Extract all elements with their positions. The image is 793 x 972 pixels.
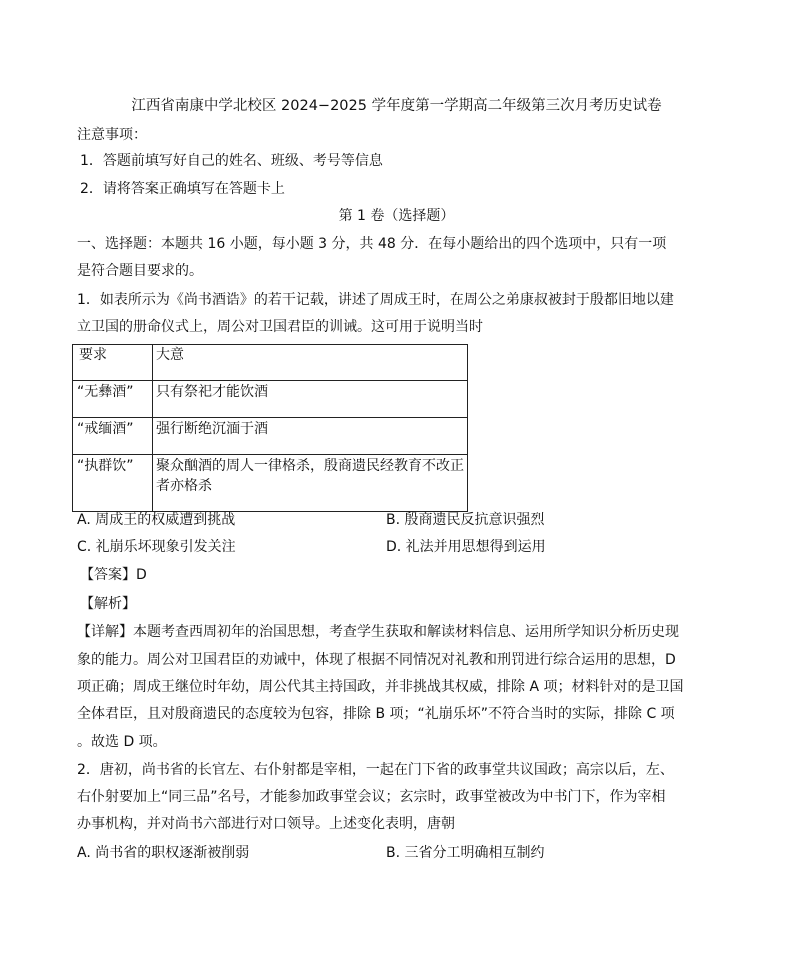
option-b: B. 殷商遗民反抗意识强烈 (386, 512, 545, 528)
table-cell: 聚众酗酒的周人一律格杀，殷商遗民经教育不改正者亦格杀 (153, 455, 468, 512)
analysis-heading: 【解析】 (80, 596, 136, 612)
table-row (73, 418, 468, 455)
analysis-line: 象的能力。周公对卫国君臣的劝诫中，体现了根据不同情况对礼教和刑罚进行综合运用的思想，D (77, 652, 676, 668)
question-1-stem-line: 1．如表所示为《尚书酒诰》的若干记载，讲述了周成王时，在周公之弟康叔被封于殷都旧地以建 (77, 292, 674, 308)
table-cell: “无彝酒” (73, 381, 153, 418)
analysis-line: 全体君臣，且对殷商遗民的态度较为包容，排除 B 项；“礼崩乐坏”不符合当时的实际，排除 C 项 (77, 706, 675, 722)
analysis-line: 。故选 D 项。 (77, 734, 167, 750)
table-cell: “执群饮” (73, 455, 153, 512)
section-title: 第 1 卷（选择题） (338, 208, 455, 224)
notice-heading: 注意事项： (77, 127, 147, 143)
option-c: C. 礼崩乐坏现象引发关注 (77, 539, 236, 555)
table-header-row (73, 345, 468, 381)
section-intro-line: 是符合题目要求的。 (77, 263, 203, 279)
option-a: A. 周成王的权威遭到挑战 (77, 512, 236, 528)
answer-label: 【答案】D (80, 567, 147, 583)
question-2-stem-line: 2．唐初，尚书省的长官左、右仆射都是宰相，一起在门下省的政事堂共议国政；高宗以后，左、 (77, 762, 674, 778)
section-intro-line: 一、选择题：本题共 16 小题，每小题 3 分，共 48 分．在每小题给出的四个选项中，只有一项 (77, 236, 667, 252)
option-a: A. 尚书省的职权逐渐被削弱 (77, 845, 250, 861)
table-row (73, 381, 468, 418)
question-2-stem-line: 办事机构，并对尚书六部进行对口领导。上述变化表明，唐朝 (77, 816, 455, 832)
question-1-stem-line: 立卫国的册命仪式上，周公对卫国君臣的训诫。这可用于说明当时 (77, 319, 483, 335)
analysis-line: 项正确；周成王继位时年幼，周公代其主持国政，并非挑战其权威，排除 A 项；材料针对的是卫国 (77, 679, 684, 695)
table-cell: “戒缅酒” (73, 418, 153, 455)
notice-item: 1．答题前填写好自己的姓名、班级、考号等信息 (80, 153, 383, 169)
option-b: B. 三省分工明确相互制约 (386, 845, 545, 861)
table-header-cell: 大意 (153, 345, 468, 381)
option-d: D. 礼法并用思想得到运用 (386, 539, 546, 555)
exam-title: 江西省南康中学北校区 2024−2025 学年度第一学期高二年级第三次月考历史试卷 (131, 98, 662, 114)
requirements-table (72, 344, 468, 512)
question-2-stem-line: 右仆射要加上“同三品”名号，才能参加政事堂会议；玄宗时，政事堂被改为中书门下，作为宰相 (77, 789, 666, 805)
notice-item: 2．请将答案正确填写在答题卡上 (80, 181, 285, 197)
analysis-line: 【详解】本题考查西周初年的治国思想，考查学生获取和解读材料信息、运用所学知识分析历史现 (77, 624, 679, 640)
table-header-cell: 要求 (73, 345, 153, 381)
table-row (73, 455, 468, 512)
table-cell: 强行断绝沉湎于酒 (153, 418, 468, 455)
table-cell: 只有祭祀才能饮酒 (153, 381, 468, 418)
